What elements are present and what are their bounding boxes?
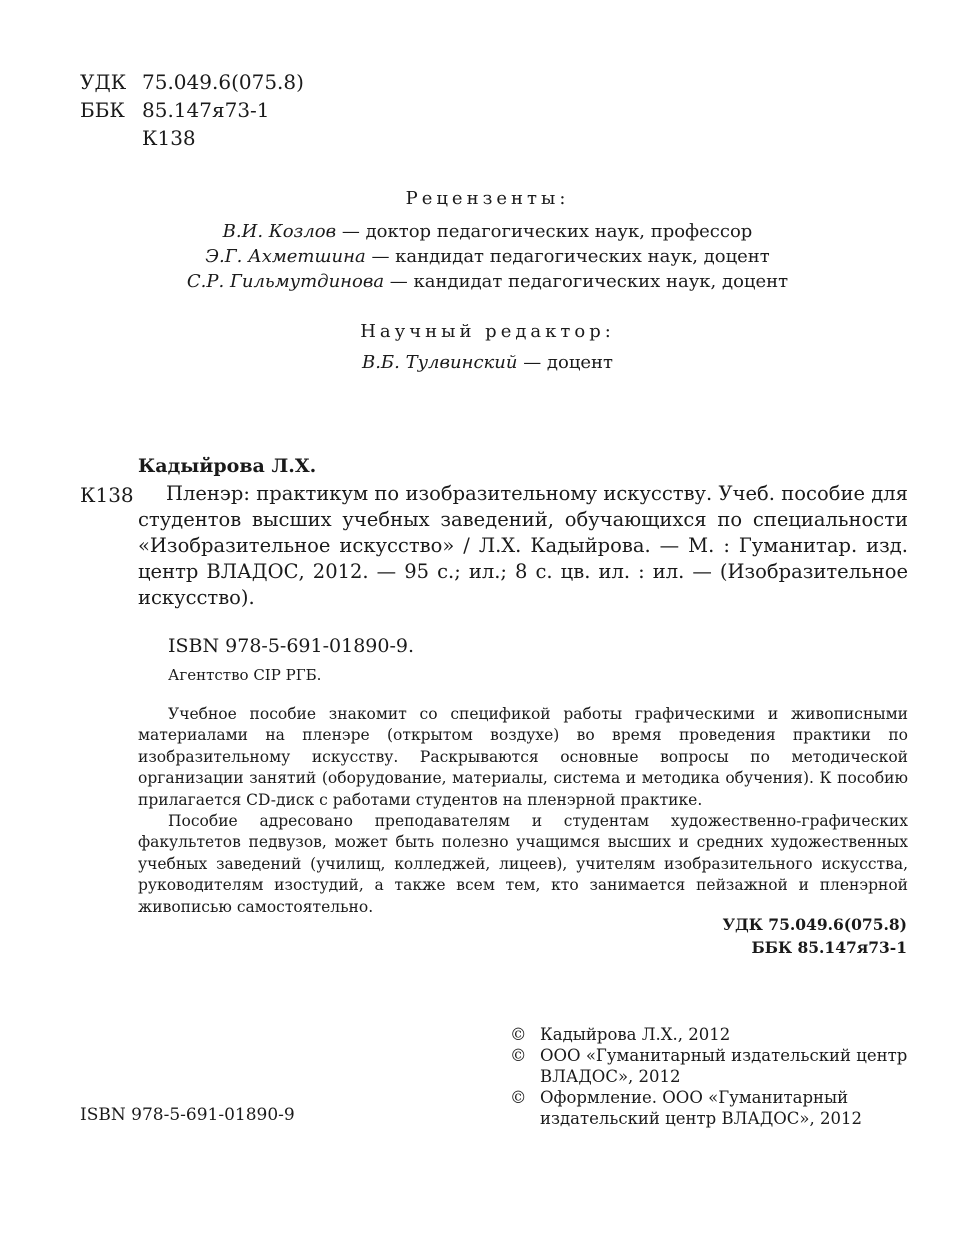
editor-desc: — доцент xyxy=(517,352,614,373)
reviewer-line xyxy=(0,271,975,292)
reviewers-heading: Рецензенты: xyxy=(405,188,570,209)
udk-label: УДК xyxy=(80,70,127,94)
copyright-item xyxy=(510,1087,910,1129)
reviewer-line xyxy=(0,221,975,242)
annotation xyxy=(138,704,908,918)
copyright-icon: © xyxy=(510,1088,527,1107)
author-mark: К138 xyxy=(142,126,196,150)
isbn-record: ISBN 978-5-691-01890-9. xyxy=(168,635,415,657)
reviewer-desc: — доктор педагогических наук, профессор xyxy=(336,221,753,242)
reviewer-desc: — кандидат педагогических наук, доцент xyxy=(365,246,770,267)
bbk-value: 85.147я73-1 xyxy=(142,98,270,122)
reviewer-desc: — кандидат педагогических наук, доцент xyxy=(384,271,789,292)
bbk-label: ББК xyxy=(80,98,125,122)
annotation-bbk: ББК 85.147я73-1 xyxy=(751,938,907,957)
editor-heading: Научный редактор: xyxy=(360,321,615,342)
classification-block xyxy=(80,68,304,152)
annotation-paragraph: Пособие адресовано преподавателям и студентам художественно-графических факультетов педвузов, может быть полезно учащимся высших и средних художественных учебных заведений (училищ, колледжей, лицеев), учителям изобразительного искусства, руководителям изостудий, а также всем тем, кто занимается пейзажной и пленэрной живописью самостоятельно. xyxy=(138,812,908,916)
cip-agency: Агентство CIP РГБ. xyxy=(168,666,322,684)
reviewer-name: Э.Г. Ахметшина xyxy=(205,246,366,267)
copyright-item xyxy=(510,1024,910,1045)
footer-isbn: ISBN 978-5-691-01890-9 xyxy=(80,1105,295,1125)
reviewer-line xyxy=(0,246,975,267)
copyright-text: Кадыйрова Л.Х., 2012 xyxy=(540,1025,731,1044)
annotation-paragraph: Учебное пособие знакомит со спецификой работы графическими и живописными материалами на пленэре (открытом воздухе) во время проведения практики по изобразительному искусству. Раскрываются основные вопросы по методической организации занятий (оборудование, материалы, система и методика обучения). К пособию прилагается CD-диск с работами студентов на пленэрной практике. xyxy=(138,705,908,809)
bibliographic-description: Пленэр: практикум по изобразительному искусству. Учеб. пособие для студентов высших учебных заведений, обучающихся по специальности «Изобразительное искусство» / Л.Х. Кадыйрова. — М. : Гуманитар. изд. центр ВЛАДОС, 2012. — 95 с.; ил.; 8 с. цв. ил. : ил. — (Изобразительное искусство). xyxy=(138,482,908,609)
copyright-block xyxy=(510,1024,910,1129)
editor-line xyxy=(0,352,975,373)
bibliography-code: К138 xyxy=(80,483,134,507)
copyright-text: Оформление. ООО «Гуманитарный издательский центр ВЛАДОС», 2012 xyxy=(540,1088,862,1128)
udk-value: 75.049.6(075.8) xyxy=(142,70,304,94)
copyright-icon: © xyxy=(510,1025,527,1044)
copyright-text: ООО «Гуманитарный издательский центр ВЛАДОС», 2012 xyxy=(540,1046,908,1086)
reviewer-name: В.И. Козлов xyxy=(222,221,337,242)
annotation-udk: УДК 75.049.6(075.8) xyxy=(722,915,907,934)
copyright-icon: © xyxy=(510,1046,527,1065)
copyright-item xyxy=(510,1045,910,1087)
editor-name: В.Б. Тулвинский xyxy=(361,352,518,373)
book-author: Кадыйрова Л.Х. xyxy=(138,455,317,477)
reviewer-name: С.Р. Гильмутдинова xyxy=(186,271,385,292)
